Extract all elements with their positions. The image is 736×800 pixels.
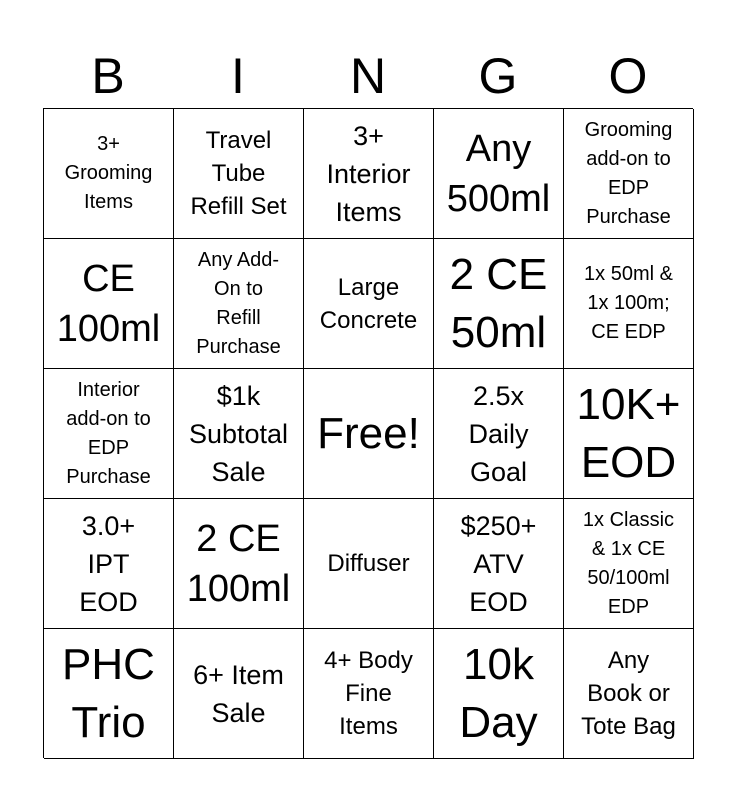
bingo-cell-r5c4[interactable]: 10k Day (434, 629, 564, 759)
bingo-cell-free[interactable]: Free! (304, 369, 434, 499)
bingo-cell-r3c2[interactable]: $1k Subtotal Sale (174, 369, 304, 499)
bingo-cell-r4c2[interactable]: 2 CE 100ml (174, 499, 304, 629)
bingo-cell-r5c3[interactable]: 4+ Body Fine Items (304, 629, 434, 759)
bingo-cell-r3c4[interactable]: 2.5x Daily Goal (434, 369, 564, 499)
bingo-cell-r5c2[interactable]: 6+ Item Sale (174, 629, 304, 759)
header-letter-o: O (608, 48, 648, 104)
bingo-cell-r1c4[interactable]: Any 500ml (434, 109, 564, 239)
header-letter-g: G (478, 48, 518, 104)
bingo-cell-r3c5[interactable]: 10K+ EOD (564, 369, 694, 499)
bingo-header (43, 44, 693, 108)
header-letter-b: B (91, 48, 125, 104)
bingo-cell-r5c5[interactable]: Any Book or Tote Bag (564, 629, 694, 759)
bingo-cell-r1c3[interactable]: 3+ Interior Items (304, 109, 434, 239)
bingo-cell-r1c5[interactable]: Grooming add-on to EDP Purchase (564, 109, 694, 239)
bingo-cell-r1c1[interactable]: 3+ Grooming Items (44, 109, 174, 239)
bingo-cell-r1c2[interactable]: Travel Tube Refill Set (174, 109, 304, 239)
bingo-cell-r4c5[interactable]: 1x Classic & 1x CE 50/100ml EDP (564, 499, 694, 629)
bingo-cell-r5c1[interactable]: PHC Trio (44, 629, 174, 759)
bingo-cell-r3c1[interactable]: Interior add-on to EDP Purchase (44, 369, 174, 499)
bingo-cell-r4c4[interactable]: $250+ ATV EOD (434, 499, 564, 629)
bingo-cell-r2c5[interactable]: 1x 50ml & 1x 100m; CE EDP (564, 239, 694, 369)
bingo-cell-r4c3[interactable]: Diffuser (304, 499, 434, 629)
bingo-cell-r2c3[interactable]: Large Concrete (304, 239, 434, 369)
header-letter-n: N (349, 48, 387, 104)
header-letter-i: I (231, 48, 245, 104)
bingo-grid (43, 108, 693, 758)
bingo-cell-r2c2[interactable]: Any Add- On to Refill Purchase (174, 239, 304, 369)
bingo-cell-r2c4[interactable]: 2 CE 50ml (434, 239, 564, 369)
bingo-cell-r2c1[interactable]: CE 100ml (44, 239, 174, 369)
bingo-cell-r4c1[interactable]: 3.0+ IPT EOD (44, 499, 174, 629)
